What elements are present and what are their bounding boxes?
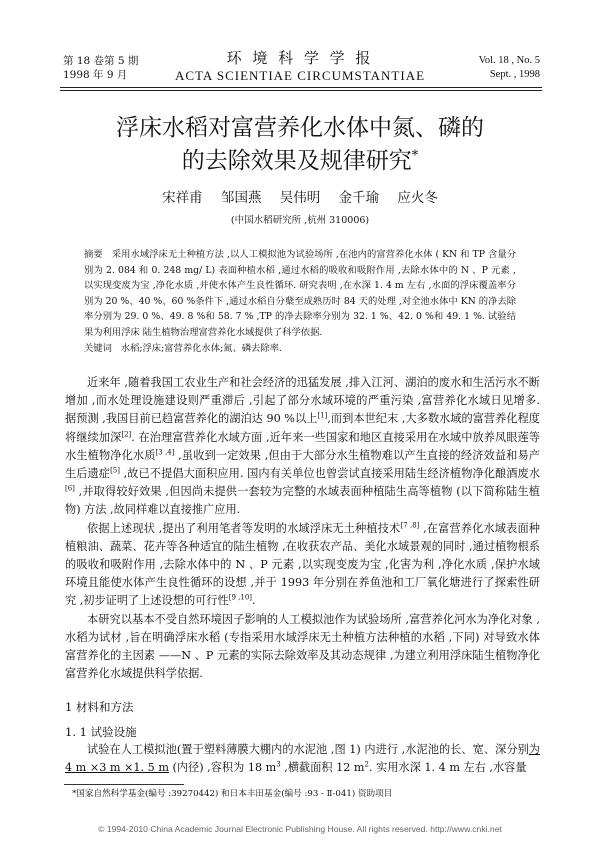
header-volume-cn: 第 18 卷第 5 期 bbox=[63, 55, 139, 67]
citation-9-10: [9 ,10] bbox=[228, 593, 253, 602]
citation-5: [5] bbox=[110, 466, 120, 475]
header-volume-en: Vol. 18 , No. 5 bbox=[478, 55, 540, 66]
p4d-text: ,横截面积 12 m bbox=[280, 761, 365, 775]
p4e-text: . 实用水深 1. 4 m 左右 ,水容量 bbox=[369, 761, 527, 775]
article-title-line1: 浮床水稻对富营养化水体中氮、磷的 bbox=[116, 115, 484, 141]
citation-3-4: [3 ,4] bbox=[155, 448, 175, 457]
journal-title-en: ACTA SCIENTIAE CIRCUMSTANTIAE bbox=[174, 68, 426, 83]
p1e-text: ,故已不提倡大面积应用. 国内有关单位也曾尝试直接采用陆生经济植物净化酿酒废水 bbox=[120, 467, 540, 481]
p4-dimensions: 为 4 m ×3 m ×1. 5 m bbox=[65, 743, 540, 775]
paragraph-1 bbox=[65, 374, 540, 520]
journal-title-cn: 环 境 科 学 学 报 bbox=[226, 49, 374, 67]
p1d-text: ,虽收到一定效果 ,但由于大部分水生植物难以产生直接的经济效益和易产生后遗症 bbox=[65, 448, 540, 481]
section-1-1-heading: 1. 1 试验设施 bbox=[65, 725, 137, 739]
citation-2: [2] bbox=[121, 429, 132, 438]
citation-6: [6] bbox=[65, 484, 75, 493]
p1f-text: ,并取得较好效果 ,但因尚未提供一套较为完整的水域表面种植陆生高等植物 (以下简称陆生植物) 方法 ,故同样难以直接推广应用. bbox=[65, 485, 540, 517]
header-date-cn: 1998 年 9 月 bbox=[63, 69, 128, 81]
keywords bbox=[84, 341, 516, 357]
header-rule-thick bbox=[60, 87, 542, 88]
copyright-notice: © 1994-2010 China Academic Journal Electronic Publishing House. All rights reserved. http://www.cnki.net bbox=[98, 824, 502, 834]
keywords-text: 水稻;浮床;富营养化水体;氮、磷去除率. bbox=[120, 342, 282, 354]
p4-sup-3: 3 bbox=[276, 760, 281, 769]
paragraph-3 bbox=[65, 611, 540, 684]
footnote: *国家自然科学基金(编号 :39270442) 和日本丰田基金(编号 :93 - Ⅱ-041) 资助项目 bbox=[72, 789, 393, 799]
citation-7-8: [7 ,8] bbox=[400, 520, 420, 529]
affiliation: (中国水稻研究所 ,杭州 310006) bbox=[230, 215, 370, 226]
paragraph-4 bbox=[65, 741, 540, 777]
article-title-line2: 的去除效果及规律研究 bbox=[181, 148, 412, 174]
p4-sup-2: 2 bbox=[364, 760, 370, 769]
keywords-label: 关键词 bbox=[84, 342, 112, 354]
p1c-text: . 在治理富营养化水域方面 ,近年来一些国家和地区直接采用在水域中放养凤眼莲等水生植物净化水质 bbox=[65, 430, 540, 462]
header-volume-en-block bbox=[479, 54, 540, 82]
title-footnote-mark: * bbox=[411, 148, 419, 164]
abstract bbox=[84, 247, 516, 356]
abstract-text: 采用水域浮床无土种植方法 ,以人工模拟池为试验场所 ,在池内的富营养化水体 ( KN 和 TP 含量分别为 2. 084 和 0. 248 mg/ L) 表面种植水稻 ,通过水稻的吸收和吸附作用 ,去除水体中的 N 、P 元素 ,以实现变废为宝 ,净化水质 ,并使水体产生良性循环. 研究表明 ,在水深 1. 4 m 左右 ,水面的浮床覆盖率分别为 20 %、40 %、60 %条件下 ,通过水稻自分蘖至成熟历时 84 天的处理 ,对全池水体中 KN 的净去除率分别为 29. 0 %、49. 8 %和 58. 7 % ,TP 的净去除率分别为 32. 1 %、42. 0 %和 49. 1 %. 试验结果为利用浮床 陆生植物治理富营养化水域提供了科学依据. bbox=[84, 249, 517, 338]
header-rule-thin bbox=[60, 90, 542, 91]
p2b-text: ,在富营养化水域表面种植粮油、蔬菜、花卉等各种适宜的陆生植物 ,在收获农产品、美化水域景观的同时 ,通过植物根系的吸收和吸附作用 ,去除水体中的 N 、P 元素 ,以实现变废为宝 ,化害为利 ,净化水质 ,保护水域环境且能使水体产生良性循环的设想 ,并于 1993 年分别在养鱼池和工厂氧化塘进行了探索性研究 ,初步证明了上述设想的可行性 bbox=[65, 521, 540, 608]
p1b-text: ,而到本世纪末 ,大多数水域的富营养化程度将继续加深 bbox=[65, 412, 540, 444]
p2-text: 依据上述现状 ,提出了利用笔者等发明的水域浮床无土种植技术 bbox=[87, 521, 401, 535]
abstract-paragraph bbox=[84, 247, 516, 341]
p1-text: 近来年 ,随着我国工农业生产和社会经济的迅猛发展 ,排入江河、湖泊的废水和生活污水不断增加 ,而水处理设施建设则严重滞后 ,引起了部分水域环境的严重污染 ,富营养化水域日见增多. 据预测 ,我国目前已趋富营养化的湖泊达 90 %以上 bbox=[65, 376, 540, 426]
footnote-rule bbox=[64, 784, 184, 785]
paragraph-2 bbox=[65, 520, 540, 611]
header-date-en: Sept. , 1998 bbox=[489, 69, 540, 80]
body-section-1-1 bbox=[65, 741, 540, 777]
body-intro bbox=[65, 374, 540, 683]
article-title-line2-wrap bbox=[0, 145, 600, 178]
section-1-heading: 1 材料和方法 bbox=[65, 700, 134, 714]
p3-text: 本研究以基本不受自然环境因子影响的人工模拟池作为试验场所 ,富营养化河水为净化对象 ,水稻为试材 ,旨在明确浮床水稻 (专指采用水域浮床无土种植方法种植的水稻 ,下同) 对导致水体富营养化的主因素 ——N 、P 元素的实际去除效率及其动态规律 ,为建立利用浮床陆生植物净化富营养化水域提供科学依据. bbox=[65, 612, 540, 681]
abstract-label: 摘要 bbox=[84, 249, 103, 260]
p4a-text: 试验在人工模拟池(置于塑料薄膜大棚内的水泥池 ,图 1) 内进行 ,水泥池的长、宽、深分别 bbox=[87, 743, 529, 756]
p4c-text: (内径) ,容积为 18 m bbox=[168, 761, 277, 775]
p2c-text: . bbox=[252, 594, 256, 608]
authors: 宋祥甫 邹国燕 吴伟明 金千瑜 应火冬 bbox=[162, 190, 438, 206]
citation-1: [1] bbox=[317, 411, 328, 420]
